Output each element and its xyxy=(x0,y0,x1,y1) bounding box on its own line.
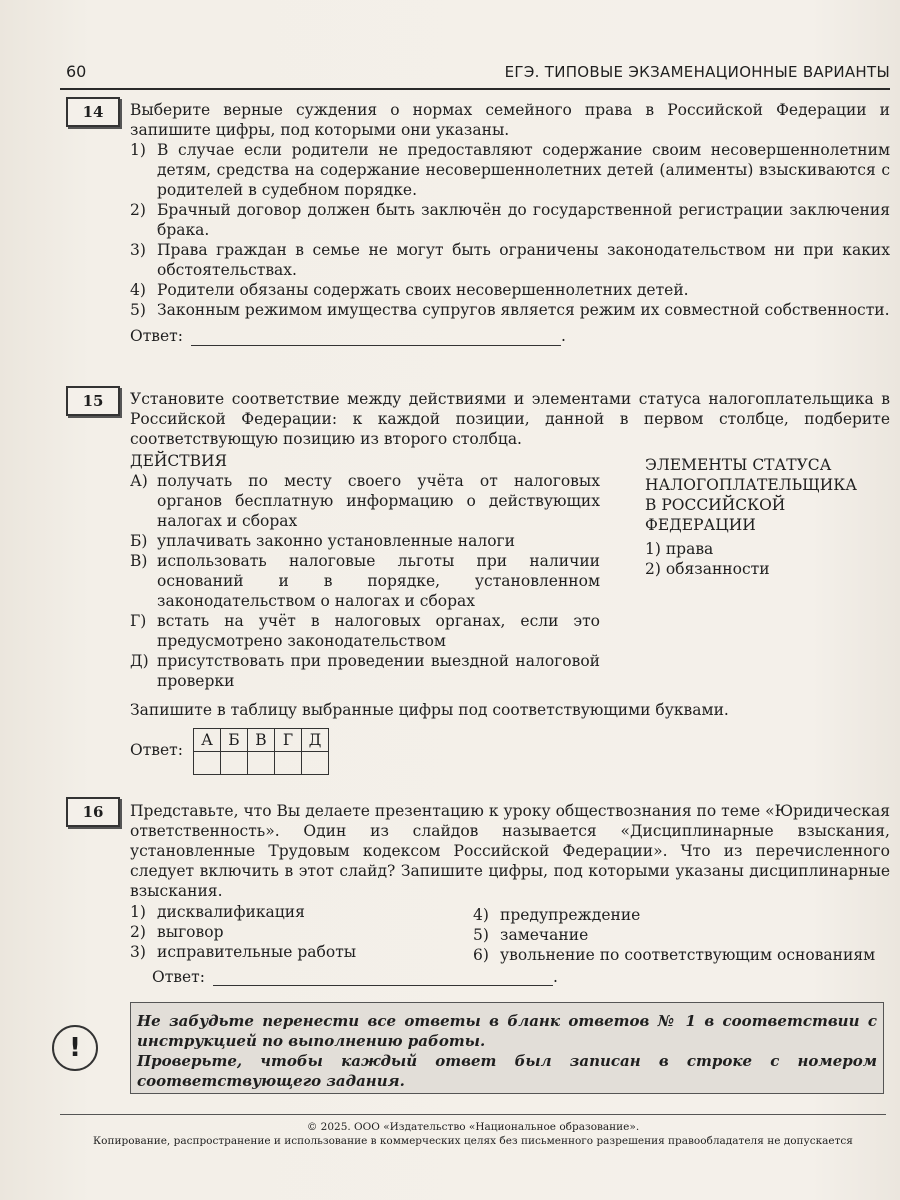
footer-notice: Копирование, распространение и использование в коммерческих целях без письменного разрешения правообладателя не допускается xyxy=(93,1135,853,1147)
page-number: 60 xyxy=(66,62,87,81)
task-number-16: 16 xyxy=(66,797,120,827)
table-header-v: В xyxy=(248,729,275,752)
task-15-actions xyxy=(130,451,600,691)
task-14-option: 1) В случае если родители не предоставляют содержание своим несовершеннолетним детям, средства на содержание несовершеннолетних детей (алименты) взыскиваются с родителей в судебном порядке. xyxy=(130,141,890,199)
running-head: ЕГЭ. ТИПОВЫЕ ЭКЗАМЕНАЦИОННЫЕ ВАРИАНТЫ xyxy=(504,63,890,81)
table-header-b: Б xyxy=(221,729,248,752)
task-16-option: 6) увольнение по соответствующим основаниям xyxy=(473,946,876,964)
task-14-option: 5) Законным режимом имущества супругов является режим их совместной собственности. xyxy=(130,301,890,319)
task-14-option: 4) Родители обязаны содержать своих несовершеннолетних детей. xyxy=(130,281,689,299)
task-14-prompt: Выберите верные суждения о нормах семейного права в Российской Федерации и запишите цифры, под которыми они указаны. xyxy=(130,101,890,139)
task-14-option: 2) Брачный договор должен быть заключён до государственной регистрации заключения брака. xyxy=(130,201,890,239)
task-16-option: 5) замечание xyxy=(473,926,589,944)
notice-line-1: Не забудьте перенести все ответы в бланк ответов № 1 в соответствии с инструкцией по выполнению работы. xyxy=(137,1012,877,1050)
table-header-g: Г xyxy=(275,729,302,752)
task-16-answer: Ответ: . xyxy=(152,968,558,986)
answer-cell[interactable] xyxy=(302,752,329,775)
table-header-d: Д xyxy=(302,729,329,752)
footer-divider xyxy=(60,1114,886,1115)
task-15-instruction: Запишите в таблицу выбранные цифры под соответствующими буквами. xyxy=(130,701,729,719)
reminder-notice xyxy=(130,1002,884,1094)
answer-field[interactable] xyxy=(191,331,561,346)
action-item: Г) встать на учёт в налоговых органах, если это предусмотрено законодательством xyxy=(130,612,600,650)
task-14-answer: Ответ: . xyxy=(130,327,566,345)
task-15-elements xyxy=(645,455,885,579)
answer-cell[interactable] xyxy=(194,752,221,775)
action-item: В) использовать налоговые льготы при наличии оснований и в порядке, установленном законодательством о налогах и сборах xyxy=(130,552,600,610)
answer-cell[interactable] xyxy=(275,752,302,775)
footer-copyright: © 2025. ООО «Издательство «Национальное образование». xyxy=(306,1121,640,1133)
action-item: Д) присутствовать при проведении выездной налоговой проверки xyxy=(130,652,600,690)
task-15-answer-label: Ответ: xyxy=(130,741,183,759)
task-15-prompt: Установите соответствие между действиями и элементами статуса налогоплательщика в Российской Федерации: к каждой позиции, данной в первом столбце, подберите соответствующую позицию из второго столбца. xyxy=(130,390,890,448)
element-item: 1) права xyxy=(645,540,714,558)
task-16-option: 1) дисквалификация xyxy=(130,903,305,921)
answer-label: Ответ: xyxy=(130,327,183,345)
task-16-prompt: Представьте, что Вы делаете презентацию к уроку обществознания по теме «Юридическая ответственность». Один из слайдов называется «Дисциплинарные взыскания, установленные Трудовым кодексом Российской Федерации». Что из перечисленного следует включить в этот слайд? Запишите цифры, под которыми указаны дисциплинарные взыскания. xyxy=(130,802,890,900)
actions-heading: ДЕЙСТВИЯ xyxy=(130,452,228,470)
page-header xyxy=(60,58,890,90)
table-header-a: А xyxy=(194,729,221,752)
task-16-option: 3) исправительные работы xyxy=(130,943,357,961)
exclamation-icon: ! xyxy=(52,1025,98,1071)
action-item: Б) уплачивать законно установленные налоги xyxy=(130,532,515,550)
notice-line-2: Проверьте, чтобы каждый ответ был записан в строке с номером соответствующего задания. xyxy=(137,1052,877,1090)
element-item: 2) обязанности xyxy=(645,560,770,578)
elements-heading: ЭЛЕМЕНТЫ СТАТУСА НАЛОГОПЛАТЕЛЬЩИКА В РОССИЙСКОЙ ФЕДЕРАЦИИ xyxy=(645,456,858,534)
action-item: А) получать по месту своего учёта от налоговых органов бесплатную информацию о действующих налогах и сборах xyxy=(130,472,600,530)
answer-label: Ответ: xyxy=(152,968,205,986)
answer-cell[interactable] xyxy=(221,752,248,775)
answer-field[interactable] xyxy=(213,971,553,986)
task-number-14: 14 xyxy=(66,97,120,127)
answer-cell[interactable] xyxy=(248,752,275,775)
task-number-15: 15 xyxy=(66,386,120,416)
page-footer xyxy=(60,1120,886,1148)
task-15-answer-table xyxy=(193,728,329,775)
task-14 xyxy=(130,100,890,346)
task-14-option: 3) Права граждан в семье не могут быть ограничены законодательством ни при каких обстоятельствах. xyxy=(130,241,890,279)
task-16-option: 4) предупреждение xyxy=(473,906,641,924)
task-16-option: 2) выговор xyxy=(130,923,224,941)
